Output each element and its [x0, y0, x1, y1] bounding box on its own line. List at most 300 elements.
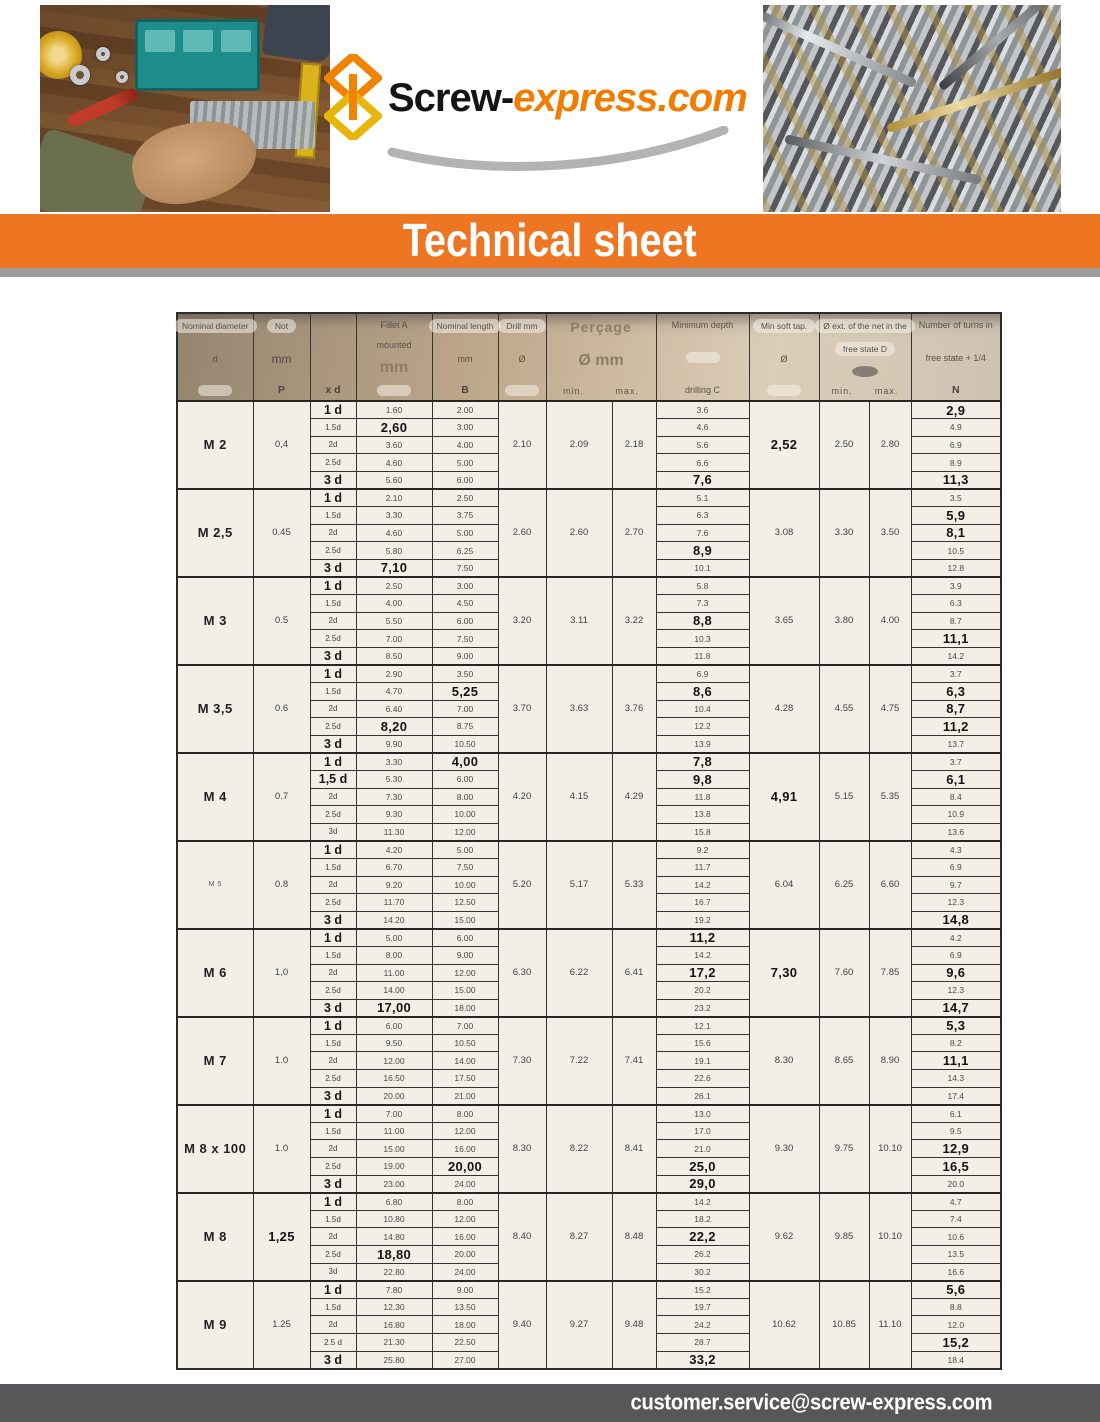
nut-min-value: 4.55 — [819, 665, 869, 753]
fillet-value: 7.80 — [356, 1281, 432, 1299]
length-value: 12.50 — [432, 894, 498, 912]
pitch-value: 0.6 — [253, 665, 310, 753]
depth-value: 33,2 — [656, 1351, 749, 1369]
length-value: 2.00 — [432, 401, 498, 419]
percage-min-value: 4.15 — [546, 753, 612, 841]
turns-value: 16,5 — [911, 1158, 1001, 1176]
turns-value: 8,7 — [911, 700, 1001, 718]
fillet-value: 14.80 — [356, 1228, 432, 1246]
length-value: 8.75 — [432, 718, 498, 736]
spec-row — [177, 1105, 1001, 1123]
turns-value: 2,9 — [911, 401, 1001, 419]
length-value: 9.00 — [432, 1281, 498, 1299]
turns-value: 8.9 — [911, 454, 1001, 472]
length-value: 4.50 — [432, 595, 498, 613]
col-header-depth: Minimum depth drilling C — [656, 313, 749, 401]
percage-max-value: 6.41 — [612, 929, 656, 1017]
length-value: 24.00 — [432, 1175, 498, 1193]
fillet-value: 6.70 — [356, 858, 432, 876]
xd-label: 3d — [310, 823, 356, 841]
percage-max-value: 8.48 — [612, 1193, 656, 1281]
depth-value: 18.2 — [656, 1210, 749, 1228]
spec-row — [177, 489, 1001, 507]
tap-value: 10.62 — [749, 1281, 819, 1369]
percage-max-value: 3.76 — [612, 665, 656, 753]
fillet-value: 21.30 — [356, 1333, 432, 1351]
depth-value: 15.6 — [656, 1034, 749, 1052]
depth-value: 23.2 — [656, 999, 749, 1017]
depth-value: 12.2 — [656, 718, 749, 736]
spec-row — [177, 753, 1001, 771]
fillet-value: 7.00 — [356, 630, 432, 648]
depth-value: 12.1 — [656, 1017, 749, 1035]
xd-label: 1 d — [310, 1193, 356, 1211]
percage-max-value: 7.41 — [612, 1017, 656, 1105]
col-header-pitch: Not mm P — [253, 313, 310, 401]
turns-value: 5,9 — [911, 507, 1001, 525]
length-value: 10.00 — [432, 806, 498, 824]
technical-table-container — [176, 312, 1002, 1370]
fillet-value: 4.70 — [356, 683, 432, 701]
xd-label: 1.5d — [310, 946, 356, 964]
percage-min-value: 3.11 — [546, 577, 612, 665]
turns-value: 17.4 — [911, 1087, 1001, 1105]
percage-min-value: 2.09 — [546, 401, 612, 489]
fillet-value: 17,00 — [356, 999, 432, 1017]
xd-label: 2.5d — [310, 982, 356, 1000]
fillet-value: 6.00 — [356, 1017, 432, 1035]
length-value: 10.00 — [432, 876, 498, 894]
turns-value: 3.9 — [911, 577, 1001, 595]
depth-value: 24.2 — [656, 1316, 749, 1334]
xd-label: 1 d — [310, 665, 356, 683]
length-value: 9.00 — [432, 647, 498, 665]
xd-label: 1 d — [310, 841, 356, 859]
depth-value: 11.8 — [656, 788, 749, 806]
length-value: 22.50 — [432, 1333, 498, 1351]
length-value: 18.00 — [432, 999, 498, 1017]
length-value: 20,00 — [432, 1158, 498, 1176]
depth-value: 9.2 — [656, 841, 749, 859]
depth-value: 8,8 — [656, 612, 749, 630]
xd-label: 2d — [310, 788, 356, 806]
length-value: 8.00 — [432, 788, 498, 806]
nut-min-value: 3.80 — [819, 577, 869, 665]
spec-row — [177, 929, 1001, 947]
nut-min-value: 5.15 — [819, 753, 869, 841]
turns-value: 11,1 — [911, 1052, 1001, 1070]
xd-label: 2d — [310, 524, 356, 542]
drill-value: 4.20 — [498, 753, 546, 841]
col-header-diameter: Nominal diameter d — [177, 313, 253, 401]
spec-row — [177, 401, 1001, 419]
depth-value: 5.1 — [656, 489, 749, 507]
depth-value: 5.8 — [656, 577, 749, 595]
xd-label: 1 d — [310, 753, 356, 771]
length-value: 12.00 — [432, 823, 498, 841]
workbench-photo — [40, 5, 330, 212]
nut-max-value: 2.80 — [869, 401, 911, 489]
xd-label: 2.5d — [310, 630, 356, 648]
fillet-value: 2.90 — [356, 665, 432, 683]
tap-value: 4,91 — [749, 753, 819, 841]
xd-label: 2d — [310, 1052, 356, 1070]
fillet-value: 25.80 — [356, 1351, 432, 1369]
depth-value: 11.7 — [656, 858, 749, 876]
length-value: 15.00 — [432, 911, 498, 929]
fillet-value: 8,20 — [356, 718, 432, 736]
xd-label: 2d — [310, 876, 356, 894]
xd-label: 2.5d — [310, 1070, 356, 1088]
length-value: 8.00 — [432, 1193, 498, 1211]
length-value: 7.50 — [432, 858, 498, 876]
spec-row — [177, 577, 1001, 595]
xd-label: 2d — [310, 700, 356, 718]
nut-max-value: 4.75 — [869, 665, 911, 753]
nut-max-value: 7.85 — [869, 929, 911, 1017]
spec-row — [177, 665, 1001, 683]
turns-value: 9.7 — [911, 876, 1001, 894]
depth-value: 14.2 — [656, 1193, 749, 1211]
length-value: 7.00 — [432, 1017, 498, 1035]
turns-value: 8.7 — [911, 612, 1001, 630]
length-value: 12.00 — [432, 1210, 498, 1228]
xd-label: 3 d — [310, 1087, 356, 1105]
fillet-value: 19.00 — [356, 1158, 432, 1176]
xd-label: 1 d — [310, 1017, 356, 1035]
turns-value: 14.3 — [911, 1070, 1001, 1088]
xd-label: 3 d — [310, 1175, 356, 1193]
fillet-value: 7.30 — [356, 788, 432, 806]
turns-value: 11,3 — [911, 471, 1001, 489]
depth-value: 22.6 — [656, 1070, 749, 1088]
pitch-value: 1.0 — [253, 1105, 310, 1193]
tap-value: 4.28 — [749, 665, 819, 753]
customer-service-email[interactable]: customer.service@screw-express.com — [630, 1390, 993, 1415]
depth-value: 10.1 — [656, 559, 749, 577]
fillet-value: 11.00 — [356, 964, 432, 982]
depth-value: 29,0 — [656, 1175, 749, 1193]
depth-value: 10.3 — [656, 630, 749, 648]
turns-value: 4.3 — [911, 841, 1001, 859]
depth-value: 15.8 — [656, 823, 749, 841]
gray-divider — [0, 268, 1100, 277]
drill-image — [261, 5, 330, 63]
percage-max-value: 8.41 — [612, 1105, 656, 1193]
xd-label: 3 d — [310, 559, 356, 577]
percage-min-value: 9.27 — [546, 1281, 612, 1369]
length-value: 4.00 — [432, 436, 498, 454]
drill-value: 5.20 — [498, 841, 546, 929]
logo-swoosh — [386, 126, 731, 181]
drill-value: 2.60 — [498, 489, 546, 577]
depth-value: 10.4 — [656, 700, 749, 718]
xd-label: 1.5d — [310, 1034, 356, 1052]
depth-value: 7.6 — [656, 524, 749, 542]
length-value: 3.00 — [432, 419, 498, 437]
turns-value: 8.2 — [911, 1034, 1001, 1052]
depth-value: 16.7 — [656, 894, 749, 912]
col-header-xd: x d — [310, 313, 356, 401]
depth-value: 26.2 — [656, 1246, 749, 1264]
length-value: 15.00 — [432, 982, 498, 1000]
col-header-length: Nominal length mm B — [432, 313, 498, 401]
turns-value: 14.2 — [911, 647, 1001, 665]
fillet-value: 2.50 — [356, 577, 432, 595]
col-header-fillet: Fillet A mounted mm — [356, 313, 432, 401]
xd-label: 3 d — [310, 999, 356, 1017]
depth-value: 14.2 — [656, 946, 749, 964]
xd-label: 2d — [310, 612, 356, 630]
percage-min-value: 8.27 — [546, 1193, 612, 1281]
drill-value: 2.10 — [498, 401, 546, 489]
nut-min-value: 6.25 — [819, 841, 869, 929]
xd-label: 2.5d — [310, 806, 356, 824]
turns-value: 5,6 — [911, 1281, 1001, 1299]
xd-label: 1,5 d — [310, 770, 356, 788]
nut-min-value: 3.30 — [819, 489, 869, 577]
length-value: 6.00 — [432, 770, 498, 788]
percage-max-value: 9.48 — [612, 1281, 656, 1369]
depth-value: 11.8 — [656, 647, 749, 665]
pitch-value: 0.8 — [253, 841, 310, 929]
depth-value: 4.6 — [656, 419, 749, 437]
percage-max-value: 5.33 — [612, 841, 656, 929]
length-value: 7.50 — [432, 559, 498, 577]
length-value: 6.00 — [432, 929, 498, 947]
fillet-value: 9.20 — [356, 876, 432, 894]
depth-value: 5.6 — [656, 436, 749, 454]
drill-value: 3.20 — [498, 577, 546, 665]
turns-value: 6,3 — [911, 683, 1001, 701]
xd-label: 3 d — [310, 735, 356, 753]
xd-label: 3d — [310, 1263, 356, 1281]
depth-value: 7,6 — [656, 471, 749, 489]
depth-value: 14.2 — [656, 876, 749, 894]
screws-pile-photo — [763, 5, 1061, 212]
depth-value: 9,8 — [656, 770, 749, 788]
xd-label: 1 d — [310, 489, 356, 507]
fillet-value: 11.70 — [356, 894, 432, 912]
fillet-value: 15.00 — [356, 1140, 432, 1158]
xd-label: 2.5d — [310, 894, 356, 912]
percage-min-value: 2.60 — [546, 489, 612, 577]
pitch-value: 1,0 — [253, 929, 310, 1017]
xd-label: 1 d — [310, 401, 356, 419]
xd-label: 2.5d — [310, 454, 356, 472]
pitch-value: 0,4 — [253, 401, 310, 489]
xd-label: 2.5 d — [310, 1333, 356, 1351]
fillet-value: 3.60 — [356, 436, 432, 454]
fillet-value: 22.80 — [356, 1263, 432, 1281]
nut-min-value: 10.85 — [819, 1281, 869, 1369]
screw-image — [763, 11, 917, 88]
size-name: M 7 — [177, 1017, 253, 1105]
drill-value: 7.30 — [498, 1017, 546, 1105]
fillet-value: 23.00 — [356, 1175, 432, 1193]
drill-value: 8.30 — [498, 1105, 546, 1193]
percage-min-value: 5.17 — [546, 841, 612, 929]
nut-max-value: 8.90 — [869, 1017, 911, 1105]
length-value: 3.50 — [432, 665, 498, 683]
technical-table — [176, 312, 1002, 1370]
turns-value: 8.8 — [911, 1298, 1001, 1316]
length-value: 20.00 — [432, 1246, 498, 1264]
depth-value: 13.0 — [656, 1105, 749, 1123]
parts-organizer-image — [135, 19, 260, 91]
turns-value: 3.5 — [911, 489, 1001, 507]
screw-image — [886, 66, 1061, 133]
percage-max-value: 2.70 — [612, 489, 656, 577]
tap-value: 7,30 — [749, 929, 819, 1017]
fillet-value: 2.10 — [356, 489, 432, 507]
length-value: 7.50 — [432, 630, 498, 648]
depth-value: 7,8 — [656, 753, 749, 771]
length-value: 5.00 — [432, 454, 498, 472]
depth-value: 3.6 — [656, 401, 749, 419]
fillet-value: 7.00 — [356, 1105, 432, 1123]
depth-value: 7.3 — [656, 595, 749, 613]
logo-part1: Screw- — [388, 76, 514, 120]
pitch-value: 1.25 — [253, 1281, 310, 1369]
washer-image — [116, 71, 128, 83]
depth-value: 22,2 — [656, 1228, 749, 1246]
length-value: 10.50 — [432, 1034, 498, 1052]
fillet-value: 18,80 — [356, 1246, 432, 1264]
percage-min-value: 7.22 — [546, 1017, 612, 1105]
depth-value: 13.9 — [656, 735, 749, 753]
xd-label: 1 d — [310, 1281, 356, 1299]
length-value: 17.50 — [432, 1070, 498, 1088]
screw-image — [784, 134, 982, 184]
turns-value: 3.7 — [911, 665, 1001, 683]
spec-row — [177, 841, 1001, 859]
xd-label: 2d — [310, 1316, 356, 1334]
xd-label: 1.5d — [310, 1210, 356, 1228]
depth-value: 8,6 — [656, 683, 749, 701]
fillet-value: 9.50 — [356, 1034, 432, 1052]
fillet-value: 20.00 — [356, 1087, 432, 1105]
length-value: 24.00 — [432, 1263, 498, 1281]
depth-value: 19.7 — [656, 1298, 749, 1316]
footer-bar — [0, 1384, 1100, 1422]
turns-value: 8,1 — [911, 524, 1001, 542]
fillet-value: 5.00 — [356, 929, 432, 947]
xd-label: 2.5d — [310, 542, 356, 560]
depth-value: 11,2 — [656, 929, 749, 947]
depth-value: 6.9 — [656, 665, 749, 683]
col-header-turns: Number of turns in free state + 1/4 N — [911, 313, 1001, 401]
nut-max-value: 10.10 — [869, 1105, 911, 1193]
turns-value: 3.7 — [911, 753, 1001, 771]
turns-value: 12.3 — [911, 982, 1001, 1000]
xd-label: 1.5d — [310, 1298, 356, 1316]
depth-value: 19.2 — [656, 911, 749, 929]
turns-value: 15,2 — [911, 1333, 1001, 1351]
fillet-value: 7,10 — [356, 559, 432, 577]
turns-value: 14,8 — [911, 911, 1001, 929]
fillet-value: 1.60 — [356, 401, 432, 419]
turns-value: 13.7 — [911, 735, 1001, 753]
xd-label: 1.5d — [310, 683, 356, 701]
header-artifact — [852, 366, 878, 377]
nut-min-value: 2.50 — [819, 401, 869, 489]
length-value: 10.50 — [432, 735, 498, 753]
logo-wordmark — [388, 76, 747, 121]
pitch-value: 0.5 — [253, 577, 310, 665]
turns-value: 6.1 — [911, 1105, 1001, 1123]
turns-value: 6.9 — [911, 946, 1001, 964]
nut-min-value: 7.60 — [819, 929, 869, 1017]
fillet-value: 5.60 — [356, 471, 432, 489]
fillet-value: 4.60 — [356, 454, 432, 472]
xd-label: 2d — [310, 1228, 356, 1246]
header-artifact — [377, 385, 411, 396]
turns-value: 6,1 — [911, 770, 1001, 788]
percage-max-value: 3.22 — [612, 577, 656, 665]
turns-value: 6.9 — [911, 436, 1001, 454]
depth-value: 26.1 — [656, 1087, 749, 1105]
size-name: M 5 — [177, 841, 253, 929]
table-header — [177, 313, 1001, 401]
length-value: 7.00 — [432, 700, 498, 718]
col-header-percage: Perçage Ø mm min. max. — [546, 313, 656, 401]
length-value: 6.00 — [432, 612, 498, 630]
turns-value: 7.4 — [911, 1210, 1001, 1228]
percage-min-value: 6.22 — [546, 929, 612, 1017]
depth-value: 15.2 — [656, 1281, 749, 1299]
xd-label: 1.5d — [310, 858, 356, 876]
depth-value: 8,9 — [656, 542, 749, 560]
turns-value: 11,1 — [911, 630, 1001, 648]
fillet-value: 4.60 — [356, 524, 432, 542]
depth-value: 20.2 — [656, 982, 749, 1000]
depth-value: 30.2 — [656, 1263, 749, 1281]
length-value: 12.00 — [432, 964, 498, 982]
nut-max-value: 10.10 — [869, 1193, 911, 1281]
col-header-tap: Min soft tap. Ø — [749, 313, 819, 401]
size-name: M 2,5 — [177, 489, 253, 577]
length-value: 3.75 — [432, 507, 498, 525]
xd-label: 2d — [310, 1140, 356, 1158]
spec-row — [177, 1193, 1001, 1211]
size-name: M 4 — [177, 753, 253, 841]
fillet-value: 3.30 — [356, 507, 432, 525]
nut-max-value: 5.35 — [869, 753, 911, 841]
fillet-value: 8.50 — [356, 647, 432, 665]
xd-label: 1.5d — [310, 419, 356, 437]
fillet-value: 3.30 — [356, 753, 432, 771]
fillet-value: 11.30 — [356, 823, 432, 841]
drill-value: 3.70 — [498, 665, 546, 753]
turns-value: 4.9 — [911, 419, 1001, 437]
drill-value: 8.40 — [498, 1193, 546, 1281]
xd-label: 2d — [310, 964, 356, 982]
header-artifact — [686, 352, 720, 363]
xd-label: 3 d — [310, 911, 356, 929]
depth-value: 6.6 — [656, 454, 749, 472]
depth-value: 19.1 — [656, 1052, 749, 1070]
xd-label: 3 d — [310, 1351, 356, 1369]
length-value: 6.25 — [432, 542, 498, 560]
tap-value: 9.62 — [749, 1193, 819, 1281]
xd-label: 2d — [310, 436, 356, 454]
percage-max-value: 4.29 — [612, 753, 656, 841]
pitch-value: 1,25 — [253, 1193, 310, 1281]
fillet-value: 14.00 — [356, 982, 432, 1000]
washer-image — [70, 65, 90, 85]
length-value: 5.00 — [432, 524, 498, 542]
